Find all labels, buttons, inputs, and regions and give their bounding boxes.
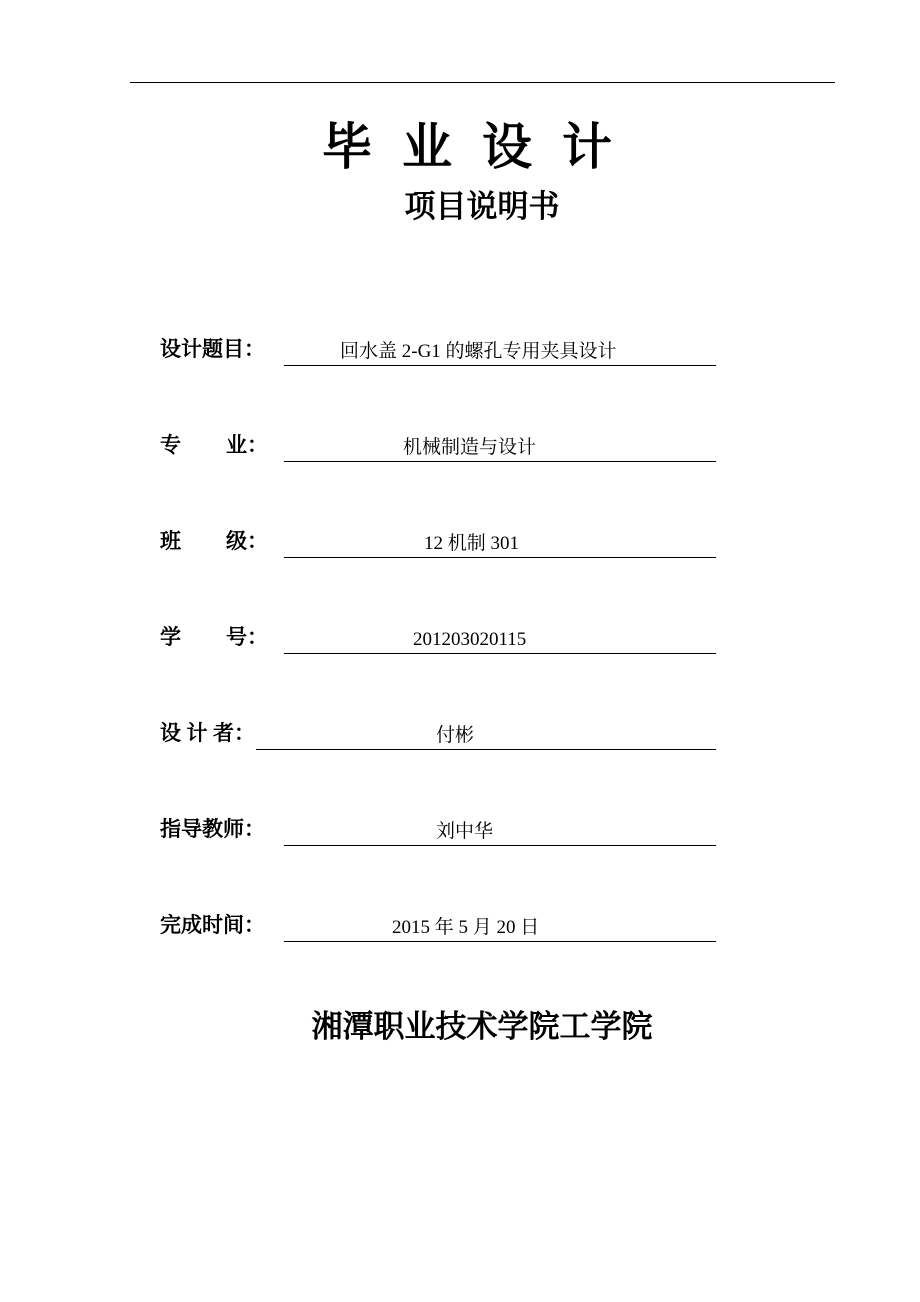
field-student-id — [160, 614, 720, 654]
document-subtitle: 项目说明书 — [404, 189, 560, 225]
field-label-class: 班 级： — [160, 529, 268, 553]
field-completion-date — [160, 902, 720, 942]
field-label-designer: 设 计 者： — [160, 721, 255, 745]
field-label-completion-date: 完成时间： — [160, 913, 265, 937]
field-designer — [160, 710, 720, 750]
field-advisor — [160, 806, 720, 846]
document-title: 毕业设计 — [322, 118, 642, 176]
field-class — [160, 518, 720, 558]
field-value-designer: 付彬 — [436, 725, 475, 746]
field-major — [160, 422, 720, 462]
field-value-completion-date: 2015 年 5 月 20 日 — [392, 917, 540, 938]
field-value-advisor: 刘中华 — [436, 821, 494, 842]
underline — [284, 819, 716, 846]
underline — [256, 723, 716, 750]
field-value-major: 机械制造与设计 — [403, 437, 537, 458]
field-value-design-topic: 回水盖 2-G1 的螺孔专用夹具设计 — [340, 341, 617, 362]
field-design-topic — [160, 326, 720, 366]
field-label-student-id: 学 号： — [160, 625, 268, 649]
field-value-student-id: 201203020115 — [413, 629, 527, 650]
field-label-major: 专 业： — [160, 433, 268, 457]
institution-name: 湘潭职业技术学院工学院 — [311, 1009, 653, 1045]
top-rule — [130, 82, 835, 83]
field-value-class: 12 机制 301 — [424, 533, 520, 554]
field-label-design-topic: 设计题目： — [160, 337, 265, 361]
field-label-advisor: 指导教师： — [160, 817, 265, 841]
